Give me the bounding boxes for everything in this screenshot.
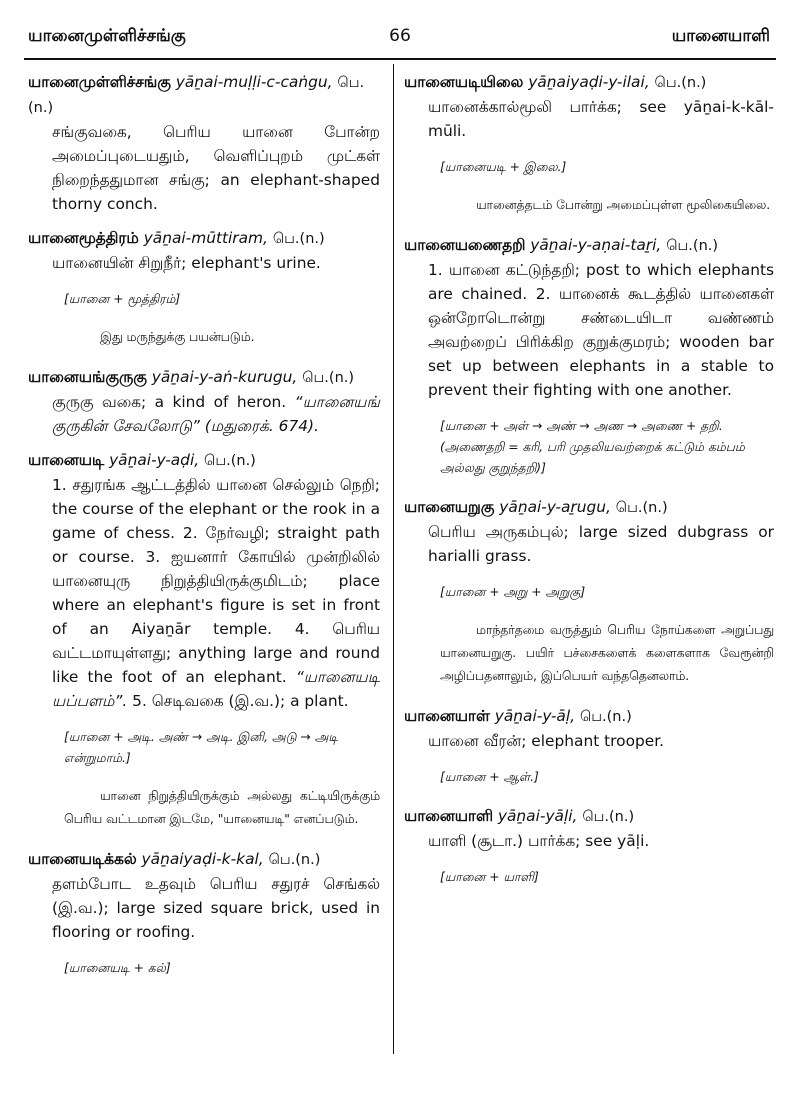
headword: யானைமுள்ளிச்சங்கு — [28, 73, 171, 91]
etymology: [யானை + அள் → அண் → அண → அணை + தறி. (அணைதறி = கரி, பரி முதலியவற்றைக் கட்டும் கம்பம் அல்லது குறுந்தறி)] — [440, 419, 745, 475]
headword: யானையங்குருகு — [28, 368, 147, 386]
headword: யானையாளி — [404, 807, 493, 825]
page-header — [0, 14, 800, 54]
dictionary-entry — [28, 226, 380, 349]
dictionary-entry — [404, 495, 774, 688]
transliteration: yāṉai-yāḷi, — [497, 807, 578, 825]
dictionary-entry — [28, 365, 380, 438]
headword: யானையடி — [28, 451, 105, 469]
part-of-speech: பெ.(n.) — [272, 231, 325, 247]
part-of-speech: பெ.(n.) — [615, 500, 668, 516]
header-rule — [24, 58, 776, 60]
part-of-speech: பெ.(n.) — [204, 453, 256, 469]
transliteration: yāṉai-y-āḷ, — [494, 707, 576, 725]
definition: யாளி (சூடா.) பார்க்க; see yāḷi. — [428, 832, 650, 850]
transliteration: yāṉai-y-aṇai-taṟi, — [530, 236, 662, 254]
etymology: [யானை + அடி. அண் → அடி. இனி, அடு → அடி என்றுமாம்.] — [64, 730, 339, 765]
usage-note: யானை நிறுத்தியிருக்கும் அல்லது கட்டியிருக்கும் பெரிய வட்டமான இடமே, "யானையடி" எனப்படும். — [64, 789, 380, 826]
page-number: 66 — [389, 26, 411, 46]
etymology: [யானை + மூத்திரம்] — [64, 292, 181, 306]
headword: யானையடிக்கல் — [28, 850, 137, 868]
headword: யானையறுகு — [404, 498, 495, 516]
headword: யானைமூத்திரம் — [28, 229, 139, 247]
transliteration: yāṉai-y-aṅ-kurugu, — [151, 368, 298, 386]
part-of-speech: பெ.(n.) — [666, 238, 719, 254]
part-of-speech: பெ.(n.) — [268, 852, 321, 868]
part-of-speech: பெ.(n.) — [302, 370, 355, 386]
definition: பெரிய அருகம்புல்; large sized dubgrass or harialli grass. — [428, 523, 774, 565]
running-head-left: யானைமுள்ளிச்சங்கு — [28, 26, 186, 46]
quotation: “யானையடி யப்பளம்”. — [52, 668, 380, 710]
definition: தளம்போட உதவும் பெரிய சதுரச் செங்கல் (இ.வ.); large sized square brick, used in flooring or roofing. — [52, 875, 380, 941]
dictionary-entry — [28, 70, 380, 216]
headword: யானையடியிலை — [404, 73, 524, 91]
column-divider — [393, 64, 394, 1054]
running-head-right: யானையாளி — [671, 26, 770, 46]
transliteration: yāṉai-y-aṟugu, — [499, 498, 611, 516]
transliteration: yāṉai-muḷḷi-c-caṅgu, — [175, 73, 333, 91]
etymology: [யானையடி + இலை.] — [440, 160, 567, 174]
transliteration: yāṉai-mūttiram, — [143, 229, 268, 247]
dictionary-entry — [404, 804, 774, 888]
part-of-speech: பெ.(n.) — [579, 709, 632, 725]
part-of-speech: பெ.(n.) — [28, 75, 365, 116]
etymology: [யானை + ஆள்.] — [440, 770, 539, 784]
transliteration: yāṉaiyaḍi-k-kal, — [141, 850, 264, 868]
part-of-speech: பெ.(n.) — [654, 75, 707, 91]
definition: யானை வீரன்; elephant trooper. — [428, 732, 665, 750]
definition: சங்குவகை, பெரிய யானை போன்ற அமைப்புடையதும், வெளிப்புறம் முட்கள் நிறைந்ததுமான சங்கு; an elephant-shaped thorny conch. — [52, 123, 380, 213]
headword: யானையாள் — [404, 707, 490, 725]
etymology: [யானை + யாளி] — [440, 870, 539, 884]
definition-block — [28, 390, 380, 438]
etymology: [யானை + அறு + அறுகு] — [440, 585, 586, 599]
part-of-speech: பெ.(n.) — [582, 809, 635, 825]
right-column — [404, 70, 774, 904]
definition: யானைக்கால்மூலி பார்க்க; see yāṉai-k-kāl-mūli. — [428, 98, 774, 140]
transliteration: yāṉai-y-aḍi, — [109, 451, 200, 469]
transliteration: yāṉaiyaḍi-y-ilai, — [528, 73, 650, 91]
quotation: “யானையங் குருகின் சேவலோடு” (மதுரைக். 674). — [52, 393, 380, 435]
definition-continued: 5. செடிவகை (இ.வ.); a plant. — [132, 692, 349, 710]
headword: யானையணைதறி — [404, 236, 526, 254]
usage-note: யானைத்தடம் போன்று அமைப்புள்ள மூலிகையிலை. — [476, 198, 771, 212]
dictionary-entry — [404, 70, 774, 217]
etymology: [யானையடி + கல்] — [64, 961, 171, 975]
left-column — [28, 70, 380, 995]
definition: 1. சதுரங்க ஆட்டத்தில் யானை செல்லும் நெறி; the course of the elephant or the rook in a game of chess. 2. நேர்வழி; straight path or course. 3. ஐயனார் கோயில் முன்றிலில் யானையுரு நிறுத்தியிருக்குமிடம்; place where an elephant's figure is set in front of an Aiyaṉār temple. 4. பெரிய வட்டமாயுள்ளது; anything large and round like the foot of an elephant. — [52, 476, 380, 686]
definition: குருகு வகை; a kind of heron. — [52, 393, 287, 411]
definition: யானையின் சிறுநீர்; elephant's urine. — [52, 254, 321, 272]
dictionary-entry — [404, 233, 774, 479]
definition-block — [28, 473, 380, 713]
dictionary-entry — [28, 448, 380, 831]
dictionary-entry — [28, 847, 380, 979]
dictionary-entry — [404, 704, 774, 788]
definition: 1. யானை கட்டுந்தறி; post to which elephants are chained. 2. யானைக் கூடத்தில் யானைகள் ஒன்றோடொன்று சண்டையிடா வண்ணம் அவற்றைப் பிரிக்கிற குறுக்குமரம்; wooden bar set up between elephants in a stable to prevent their fighting with one another. — [428, 261, 774, 399]
usage-note: இது மருந்துக்கு பயன்படும். — [100, 330, 255, 344]
usage-note: மாந்தர்தமை வருத்தும் பெரிய நோய்களை அறுப்பது யானையறுகு. பயிர் பச்சைகளைக் களைகளாக வேரூன்றி அழிப்பதனாலும், இப்பெயர் வந்ததெனலாம். — [440, 623, 774, 683]
